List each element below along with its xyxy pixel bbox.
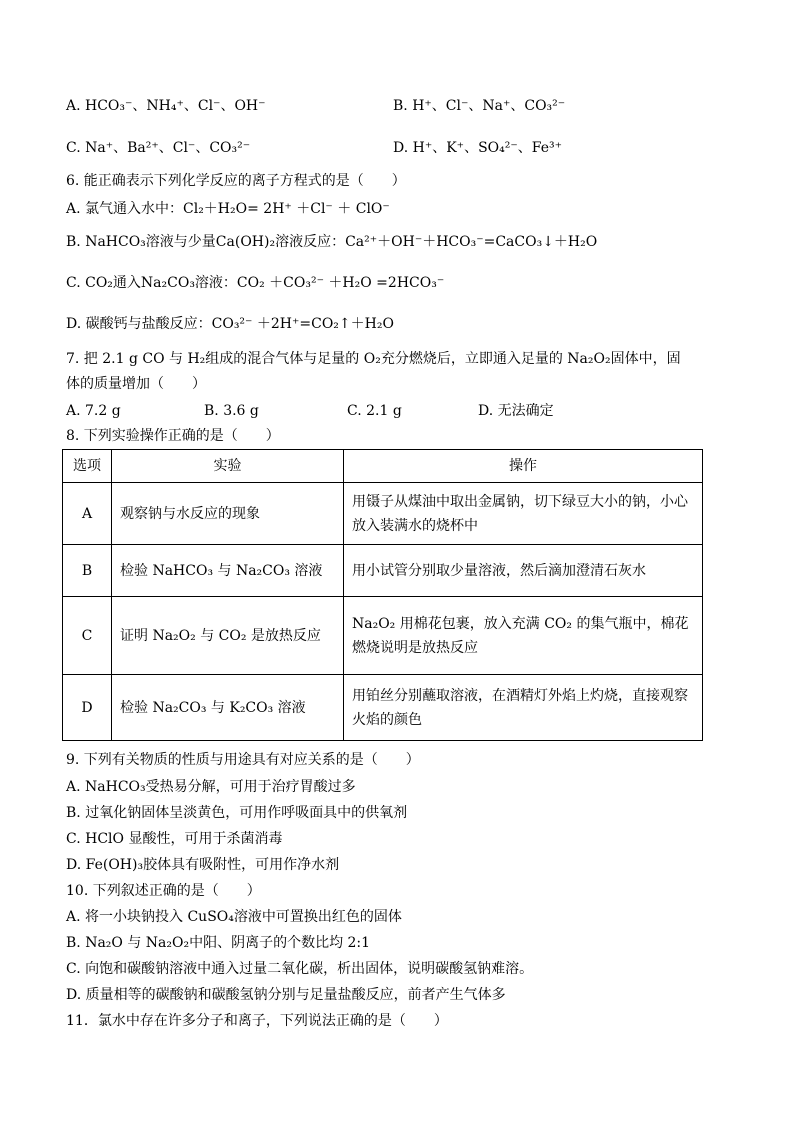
- q9-option-b: B. 过氧化钠固体呈淡黄色，可用作呼吸面具中的供氧剂: [66, 805, 408, 821]
- row-d-option: D: [63, 675, 112, 741]
- header-experiment: 实验: [112, 450, 344, 483]
- q9-stem: 9. 下列有关物质的性质与用途具有对应关系的是（ ）: [66, 752, 420, 768]
- row-d-operation: 用铂丝分别蘸取溶液，在酒精灯外焰上灼烧，直接观察火焰的颜色: [344, 675, 703, 741]
- q5-option-b: B. H⁺、Cl⁻、Na⁺、CO₃²⁻: [393, 98, 566, 114]
- q6-option-a: A. 氯气通入水中：Cl₂＋H₂O= 2H⁺ ＋Cl⁻ ＋ ClO⁻: [66, 201, 390, 217]
- row-c-experiment: 证明 Na₂O₂ 与 CO₂ 是放热反应: [112, 597, 344, 675]
- table-row: [63, 545, 703, 597]
- q10-option-b: B. Na₂O 与 Na₂O₂中阳、阴离子的个数比均 2:1: [66, 935, 371, 951]
- row-d-experiment: 检验 Na₂CO₃ 与 K₂CO₃ 溶液: [112, 675, 344, 741]
- q5-option-a: A. HCO₃⁻、NH₄⁺、Cl⁻、OH⁻: [66, 98, 266, 114]
- q5-option-c: C. Na⁺、Ba²⁺、Cl⁻、CO₃²⁻: [66, 140, 251, 156]
- q6-stem: 6. 能正确表示下列化学反应的离子方程式的是（ ）: [66, 173, 406, 189]
- table-row: [63, 675, 703, 741]
- q7-stem-line1: 7. 把 2.1 g CO 与 H₂组成的混合气体与足量的 O₂充分燃烧后，立即通入足量的 Na₂O₂固体中，固: [66, 351, 681, 367]
- q7-option-c: C. 2.1 g: [347, 403, 402, 419]
- q10-stem: 10. 下列叙述正确的是（ ）: [66, 883, 261, 899]
- q11-stem: 11．氯水中存在许多分子和离子，下列说法正确的是（ ）: [66, 1013, 448, 1029]
- q10-option-d: D. 质量相等的碳酸钠和碳酸氢钠分别与足量盐酸反应，前者产生气体多: [66, 987, 506, 1003]
- q7-option-b: B. 3.6 g: [204, 403, 259, 419]
- row-a-option: A: [63, 483, 112, 545]
- q7-option-d: D. 无法确定: [478, 403, 554, 419]
- q10-option-c: C. 向饱和碳酸钠溶液中通入过量二氧化碳，析出固体，说明碳酸氢钠难溶。: [66, 961, 534, 977]
- table-header-row: [63, 450, 703, 483]
- q6-option-d: D. 碳酸钙与盐酸反应：CO₃²⁻ ＋2H⁺=CO₂↑＋H₂O: [66, 316, 394, 332]
- q6-option-b: B. NaHCO₃溶液与少量Ca(OH)₂溶液反应：Ca²⁺＋OH⁻＋HCO₃⁻=CaCO₃↓＋H₂O: [66, 234, 598, 250]
- row-a-experiment: 观察钠与水反应的现象: [112, 483, 344, 545]
- q7-stem-line2: 体的质量增加（ ）: [66, 376, 206, 392]
- q10-option-a: A. 将一小块钠投入 CuSO₄溶液中可置换出红色的固体: [66, 909, 402, 925]
- table-row: [63, 597, 703, 675]
- q5-option-d: D. H⁺、K⁺、SO₄²⁻、Fe³⁺: [393, 140, 562, 156]
- header-option: 选项: [63, 450, 112, 483]
- q9-option-d: D. Fe(OH)₃胶体具有吸附性，可用作净水剂: [66, 857, 340, 873]
- row-c-operation: Na₂O₂ 用棉花包裹，放入充满 CO₂ 的集气瓶中，棉花燃烧说明是放热反应: [344, 597, 703, 675]
- q9-option-a: A. NaHCO₃受热易分解，可用于治疗胃酸过多: [66, 779, 356, 795]
- row-a-operation: 用镊子从煤油中取出金属钠，切下绿豆大小的钠，小心放入装满水的烧杯中: [344, 483, 703, 545]
- q6-option-c: C. CO₂通入Na₂CO₃溶液：CO₂ ＋CO₃²⁻ ＋H₂O =2HCO₃⁻: [66, 275, 445, 291]
- row-b-option: B: [63, 545, 112, 597]
- header-operation: 操作: [344, 450, 703, 483]
- table-row: [63, 483, 703, 545]
- row-c-option: C: [63, 597, 112, 675]
- q8-stem: 8. 下列实验操作正确的是（ ）: [66, 428, 280, 444]
- row-b-experiment: 检验 NaHCO₃ 与 Na₂CO₃ 溶液: [112, 545, 344, 597]
- q9-option-c: C. HClO 显酸性，可用于杀菌消毒: [66, 831, 283, 847]
- experiment-table: [62, 449, 703, 741]
- q7-option-a: A. 7.2 g: [66, 403, 121, 419]
- row-b-operation: 用小试管分别取少量溶液，然后滴加澄清石灰水: [344, 545, 703, 597]
